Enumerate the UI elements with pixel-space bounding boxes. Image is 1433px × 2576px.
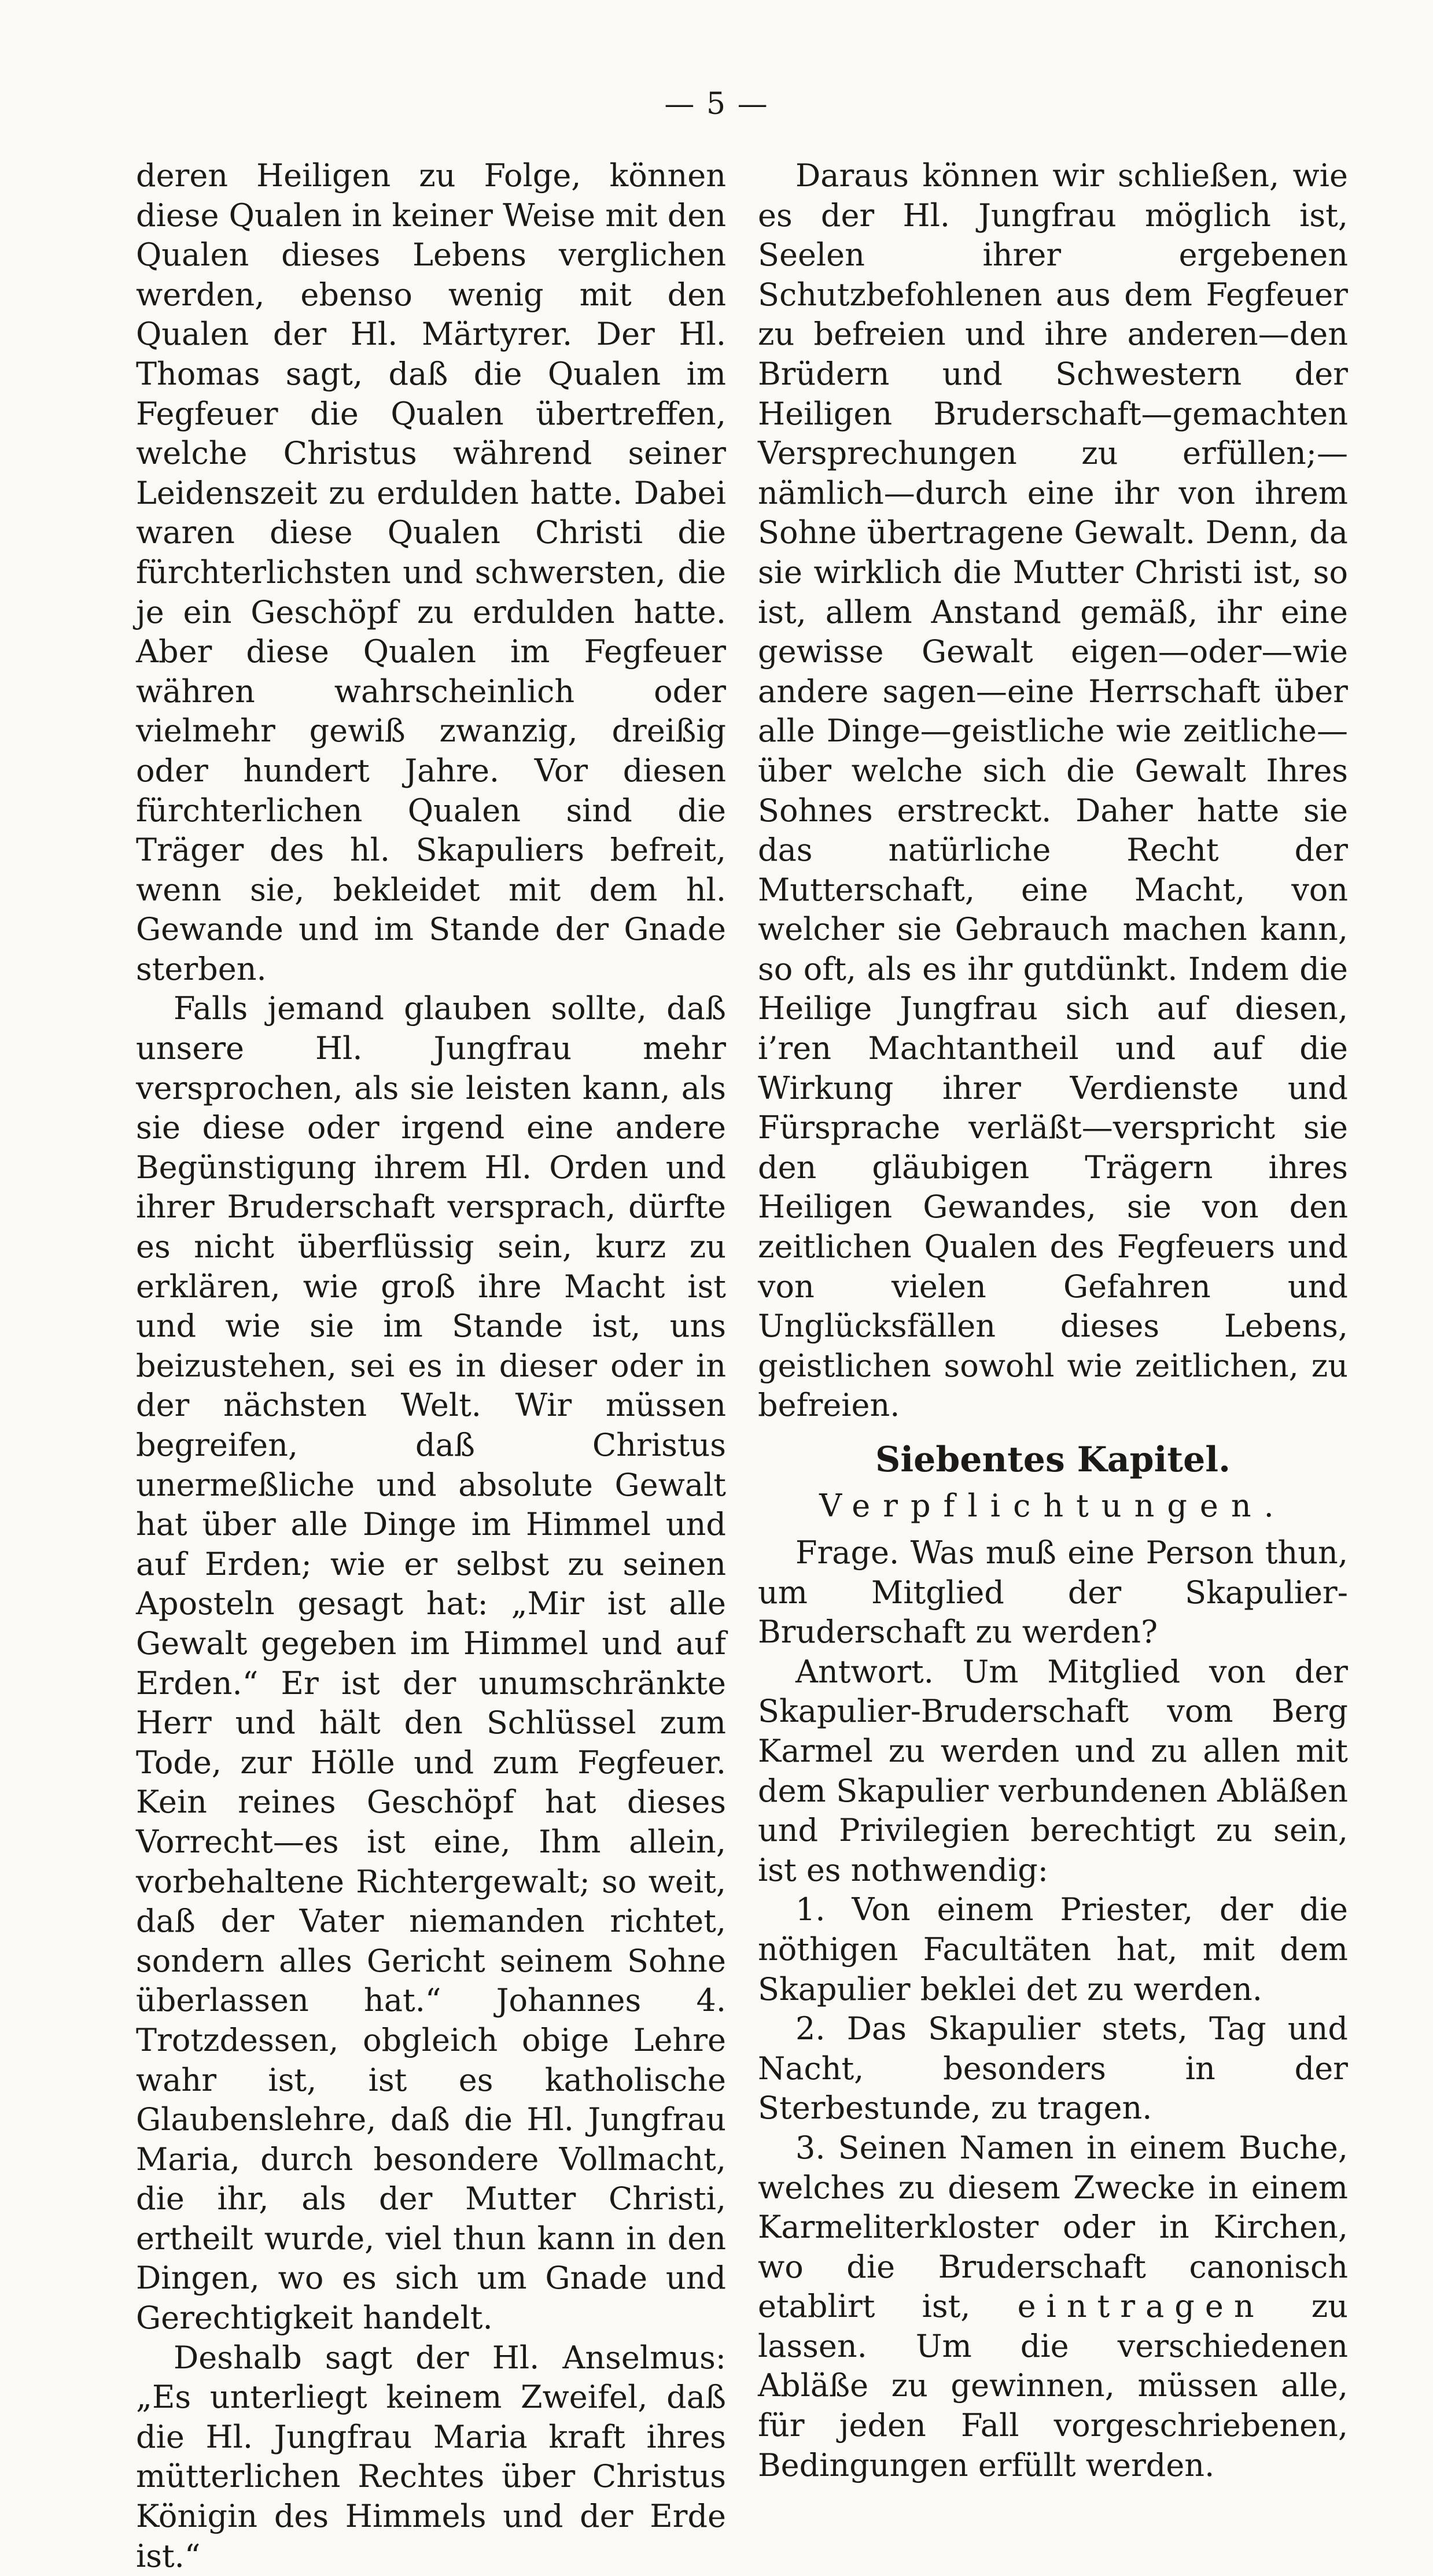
obligation-3-before: 3. Seinen Namen in einem Buche, welches zu diesem Zwecke in einem Karmeliterkloster oder in Kirchen, wo die Bruderschaft canonisch etablirt ist, bbox=[758, 2129, 1348, 2325]
page-number: — 5 — bbox=[664, 87, 769, 121]
left-column bbox=[136, 156, 726, 2576]
chapter-subtitle: Verpflichtungen. bbox=[819, 1488, 1287, 1524]
left-paragraph-3: Deshalb sagt der Hl. Anselmus: „Es unterliegt keinem Zweifel, daß die Hl. Jungfrau Maria kraft ihres mütterlichen Rechtes über Christus Königin des Himmels und der Erde ist.“ bbox=[136, 2339, 726, 2574]
answer-paragraph: Antwort. Um Mitglied von der Skapulier-Bruderschaft vom Berg Karmel zu werden und zu allen mit dem Skapulier verbundenen Abläßen und Privilegien berechtigt zu sein, ist es nothwendig: bbox=[758, 1653, 1348, 1888]
chapter-title: Siebentes Kapitel. bbox=[875, 1440, 1231, 1480]
obligation-1: 1. Von einem Priester, der die nöthigen Facultäten hat, mit dem Skapulier beklei det zu werden. bbox=[758, 1891, 1348, 2007]
right-column bbox=[758, 156, 1348, 2485]
obligation-3-after: zu lassen. Um die verschiedenen Abläße zu gewinnen, müssen alle, für jeden Fall vorgeschriebenen, Bedingungen erfüllt werden. bbox=[758, 2288, 1348, 2483]
question-paragraph: Frage. Was muß eine Person thun, um Mitglied der Skapulier-Bruderschaft zu werden? bbox=[758, 1534, 1348, 1651]
obligation-3 bbox=[758, 2128, 1348, 2485]
left-paragraph-1: deren Heiligen zu Folge, können diese Qualen in keiner Weise mit den Qualen dieses Lebens verglichen werden, ebenso wenig mit den Qualen der Hl. Märtyrer. Der Hl. Thomas sagt, daß die Qualen im Fegfeuer die Qualen übertreffen, welche Christus während seiner Leidenszeit zu erdulden hatte. Dabei waren diese Qualen Christi die fürchterlichsten und schwersten, die je ein Geschöpf zu erdulden hatte. Aber diese Qualen im Fegfeuer währen wahrscheinlich oder vielmehr gewiß zwanzig, dreißig oder hundert Jahre. Vor diesen fürchterlichen Qualen sind die Träger des hl. Skapuliers befreit, wenn sie, bekleidet mit dem hl. Gewande und im Stande der Gnade sterben. bbox=[136, 157, 726, 987]
obligation-2: 2. Das Skapulier stets, Tag und Nacht, besonders in der Sterbestunde, zu tragen. bbox=[758, 2010, 1348, 2127]
left-paragraph-2: Falls jemand glauben sollte, daß unsere Hl. Jungfrau mehr versprochen, als sie leisten kann, als sie diese oder irgend eine andere Begünstigung ihrem Hl. Orden und ihrer Bruderschaft versprach, dürfte es nicht überflüssig sein, kurz zu erklären, wie groß ihre Macht ist und wie sie im Stande ist, uns beizustehen, sei es in dieser oder in der nächsten Welt. Wir müssen begreifen, daß Christus unermeßliche und absolute Gewalt hat über alle Dinge im Himmel und auf Erden; wie er selbst zu seinen Aposteln gesagt hat: „Mir ist alle Gewalt gegeben im Himmel und auf Erden.“ Er ist der unumschränkte Herr und hält den Schlüssel zum Tode, zur Hölle und zum Fegfeuer. Kein reines Geschöpf hat dieses Vorrecht—es ist eine, Ihm allein, vorbehaltene Richtergewalt; so weit, daß der Vater niemanden richtet, sondern alles Gericht seinem Sohne überlassen hat.“ Johannes 4. Trotzdessen, obgleich obige Lehre wahr ist, ist es katholische Glaubenslehre, daß die Hl. Jungfrau Maria, durch besondere Vollmacht, die ihr, als der Mutter Christi, ertheilt wurde, viel thun kann in den Dingen, wo es sich um Gnade und Gerechtigkeit handelt. bbox=[136, 990, 726, 2337]
obligation-3-spaced-word: eintragen bbox=[1017, 2288, 1265, 2325]
right-intro-paragraph: Daraus können wir schließen, wie es der Hl. Jungfrau möglich ist, Seelen ihrer ergebenen Schutzbefohlenen aus dem Fegfeuer zu befreien und ihre anderen—den Brüdern und Schwestern der Heiligen Bruderschaft—gemachten Versprechungen zu erfüllen;—nämlich—durch eine ihr von ihrem Sohne übertragene Gewalt. Denn, da sie wirklich die Mutter Christi ist, so ist, allem Anstand gemäß, ihr eine gewisse Gewalt eigen—oder—wie andere sagen—eine Herrschaft über alle Dinge—geistliche wie zeitliche—über welche sich die Gewalt Ihres Sohnes erstreckt. Daher hatte sie das natürliche Recht der Mutterschaft, eine Macht, von welcher sie Gebrauch machen kann, so oft, als es ihr gutdünkt. Indem die Heilige Jungfrau sich auf diesen, i’ren Machtantheil und auf die Wirkung ihrer Verdienste und Fürsprache verläßt—verspricht sie den gläubigen Trägern ihres Heiligen Gewandes, sie von den zeitlichen Qualen des Fegfeuers und von vielen Gefahren und Unglücksfällen dieses Lebens, geistlichen sowohl wie zeitlichen, zu befreien. bbox=[758, 157, 1348, 1424]
